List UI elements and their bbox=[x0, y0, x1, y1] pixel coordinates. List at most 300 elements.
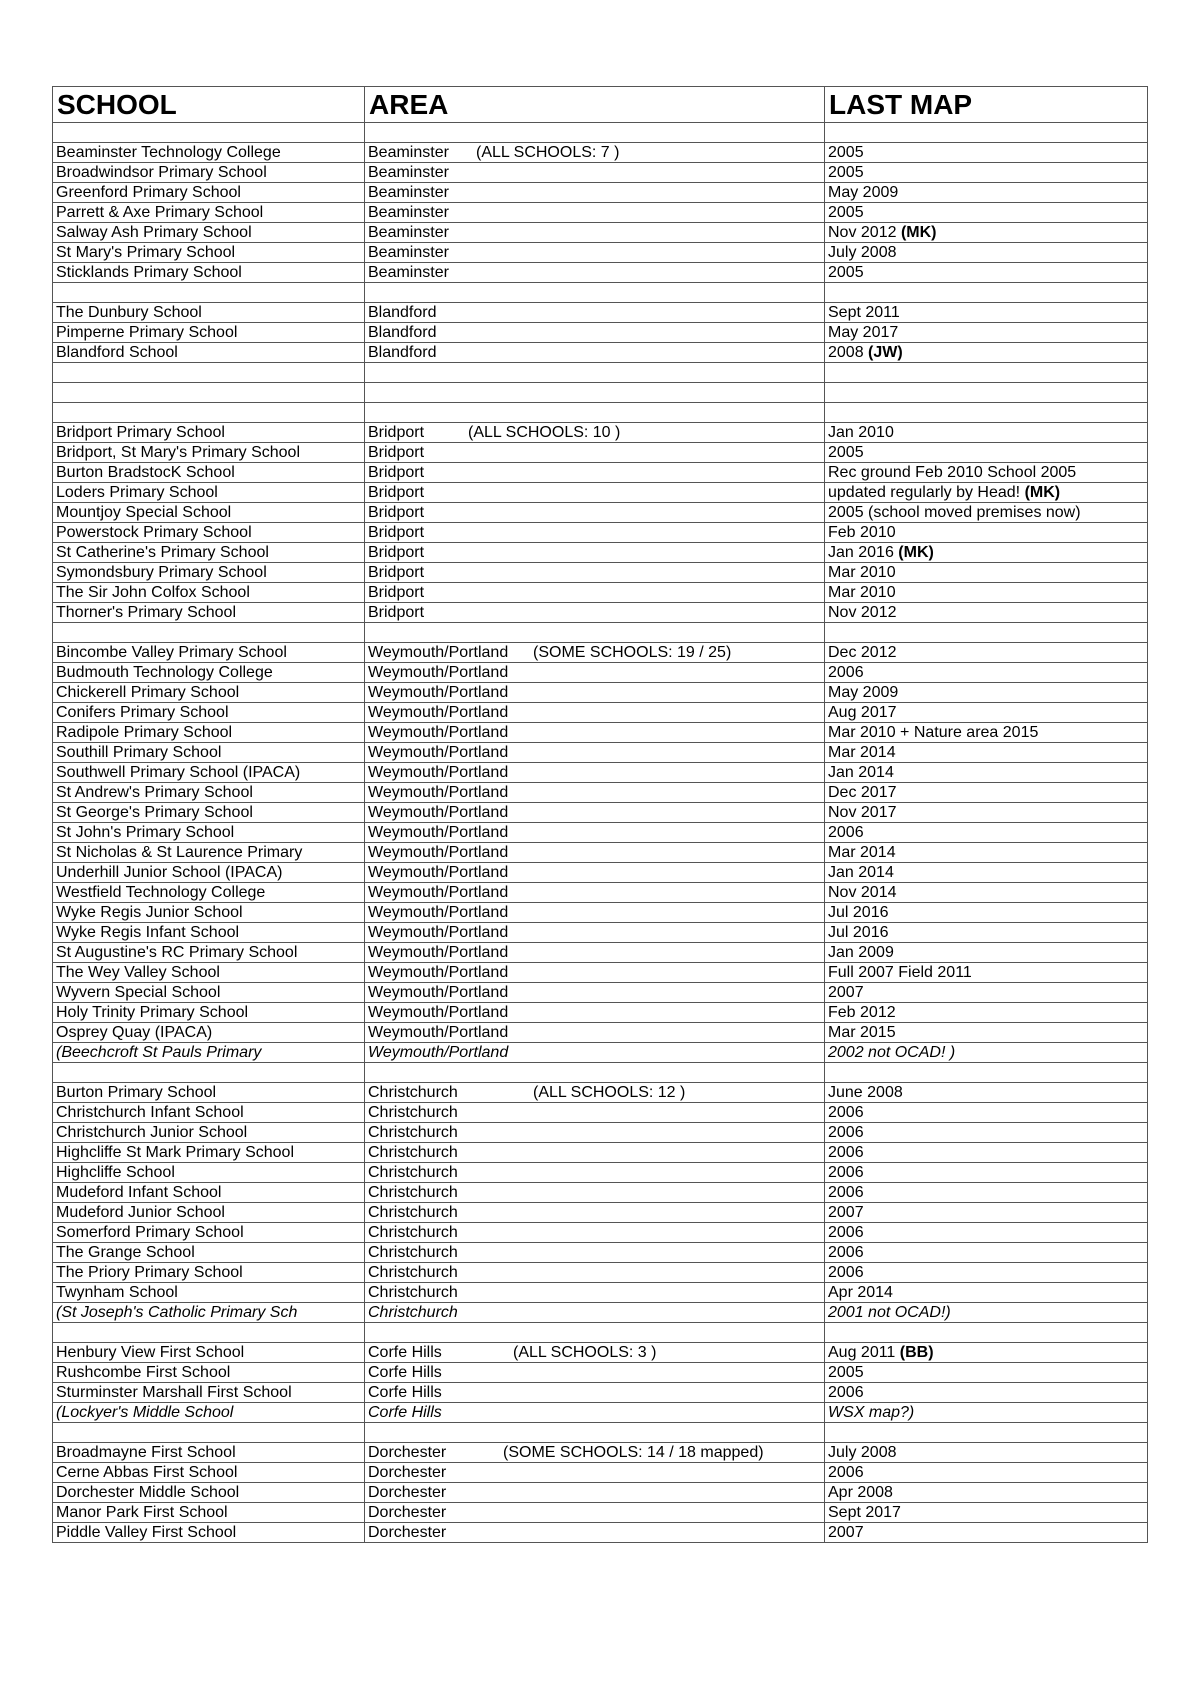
area-name: Bridport bbox=[368, 424, 425, 441]
last-map-cell: 2007 bbox=[825, 1203, 1148, 1223]
last-map-cell: Jul 2016 bbox=[825, 903, 1148, 923]
last-map-date: updated regularly by Head! bbox=[828, 484, 1025, 501]
table-row bbox=[53, 143, 1148, 163]
last-map-cell: Apr 2008 bbox=[825, 1483, 1148, 1503]
school-cell: St George's Primary School bbox=[53, 803, 365, 823]
table-row bbox=[53, 303, 1148, 323]
school-cell: Highcliffe School bbox=[53, 1163, 365, 1183]
last-map-cell: 2001 not OCAD!) bbox=[825, 1303, 1148, 1323]
school-cell: Sturminster Marshall First School bbox=[53, 1383, 365, 1403]
table-row bbox=[53, 263, 1148, 283]
last-map-cell: 2005 bbox=[825, 263, 1148, 283]
school-cell: St Augustine's RC Primary School bbox=[53, 943, 365, 963]
school-cell: Powerstock Primary School bbox=[53, 523, 365, 543]
school-cell: Osprey Quay (IPACA) bbox=[53, 1023, 365, 1043]
area-cell bbox=[365, 143, 825, 163]
school-cell: Broadmayne First School bbox=[53, 1443, 365, 1463]
school-cell bbox=[53, 1323, 365, 1343]
area-cell: Bridport bbox=[365, 443, 825, 463]
last-map-cell bbox=[825, 283, 1148, 303]
school-cell: Wyke Regis Infant School bbox=[53, 923, 365, 943]
last-map-cell: Mar 2010 + Nature area 2015 bbox=[825, 723, 1148, 743]
school-cell: Wyke Regis Junior School bbox=[53, 903, 365, 923]
area-cell: Weymouth/Portland bbox=[365, 843, 825, 863]
school-cell: (Beechcroft St Pauls Primary bbox=[53, 1043, 365, 1063]
table-row bbox=[53, 983, 1148, 1003]
table-row bbox=[53, 283, 1148, 303]
table-row bbox=[53, 1323, 1148, 1343]
area-cell: Blandford bbox=[365, 343, 825, 363]
school-cell: St Catherine's Primary School bbox=[53, 543, 365, 563]
table-row bbox=[53, 243, 1148, 263]
area-cell: Weymouth/Portland bbox=[365, 1003, 825, 1023]
table-row bbox=[53, 1483, 1148, 1503]
table-row bbox=[53, 163, 1148, 183]
last-map-cell bbox=[825, 623, 1148, 643]
table-row bbox=[53, 523, 1148, 543]
school-cell: The Wey Valley School bbox=[53, 963, 365, 983]
school-cell: Greenford Primary School bbox=[53, 183, 365, 203]
area-cell bbox=[365, 1423, 825, 1443]
table-row bbox=[53, 1003, 1148, 1023]
area-cell: Bridport bbox=[365, 563, 825, 583]
last-map-cell: Sept 2011 bbox=[825, 303, 1148, 323]
area-cell: Beaminster bbox=[365, 243, 825, 263]
table-row bbox=[53, 683, 1148, 703]
last-map-cell: 2007 bbox=[825, 1523, 1148, 1543]
last-map-cell: 2006 bbox=[825, 823, 1148, 843]
school-cell: Southill Primary School bbox=[53, 743, 365, 763]
last-map-cell bbox=[825, 1423, 1148, 1443]
last-map-cell: Nov 2012 bbox=[825, 603, 1148, 623]
last-map-cell: Mar 2010 bbox=[825, 563, 1148, 583]
table-row bbox=[53, 723, 1148, 743]
table-row bbox=[53, 823, 1148, 843]
last-map-cell: 2002 not OCAD! ) bbox=[825, 1043, 1148, 1063]
last-map-cell: 2006 bbox=[825, 1223, 1148, 1243]
last-map-cell: Rec ground Feb 2010 School 2005 bbox=[825, 463, 1148, 483]
last-map-cell: Aug 2017 bbox=[825, 703, 1148, 723]
last-map-date: Jan 2016 bbox=[828, 544, 899, 561]
school-cell: Westfield Technology College bbox=[53, 883, 365, 903]
area-cell bbox=[365, 123, 825, 143]
school-cell bbox=[53, 363, 365, 383]
table-row bbox=[53, 1103, 1148, 1123]
last-map-cell: 2006 bbox=[825, 1183, 1148, 1203]
table-row bbox=[53, 123, 1148, 143]
last-map-cell: Jan 2014 bbox=[825, 763, 1148, 783]
last-map-cell: 2006 bbox=[825, 663, 1148, 683]
school-cell: Wyvern Special School bbox=[53, 983, 365, 1003]
table-row bbox=[53, 883, 1148, 903]
last-map-cell: 2005 (school moved premises now) bbox=[825, 503, 1148, 523]
school-cell: Mudeford Junior School bbox=[53, 1203, 365, 1223]
area-cell: Weymouth/Portland bbox=[365, 883, 825, 903]
area-cell: Weymouth/Portland bbox=[365, 823, 825, 843]
last-map-cell: 2006 bbox=[825, 1123, 1148, 1143]
area-cell bbox=[365, 283, 825, 303]
area-cell bbox=[365, 1443, 825, 1463]
area-cell: Weymouth/Portland bbox=[365, 903, 825, 923]
last-map-cell: 2005 bbox=[825, 143, 1148, 163]
table-row bbox=[53, 1383, 1148, 1403]
school-cell: Radipole Primary School bbox=[53, 723, 365, 743]
school-cell: Salway Ash Primary School bbox=[53, 223, 365, 243]
last-map-cell: July 2008 bbox=[825, 1443, 1148, 1463]
table-row bbox=[53, 603, 1148, 623]
school-cell: Henbury View First School bbox=[53, 1343, 365, 1363]
table-row bbox=[53, 963, 1148, 983]
last-map-cell: Nov 2017 bbox=[825, 803, 1148, 823]
area-cell bbox=[365, 1343, 825, 1363]
school-cell: (St Joseph's Catholic Primary Sch bbox=[53, 1303, 365, 1323]
table-row bbox=[53, 1523, 1148, 1543]
school-cell: Pimperne Primary School bbox=[53, 323, 365, 343]
table-row bbox=[53, 443, 1148, 463]
school-cell: Somerford Primary School bbox=[53, 1223, 365, 1243]
table-row bbox=[53, 223, 1148, 243]
area-cell: Christchurch bbox=[365, 1263, 825, 1283]
area-cell: Christchurch bbox=[365, 1143, 825, 1163]
area-cell: Blandford bbox=[365, 303, 825, 323]
last-map-cell: May 2009 bbox=[825, 183, 1148, 203]
table-row bbox=[53, 423, 1148, 443]
table-row bbox=[53, 203, 1148, 223]
table-row bbox=[53, 363, 1148, 383]
table-body bbox=[53, 123, 1148, 1543]
area-cell: Corfe Hills bbox=[365, 1363, 825, 1383]
table-row bbox=[53, 623, 1148, 643]
table-row bbox=[53, 323, 1148, 343]
mapper-initials: (MK) bbox=[900, 224, 937, 241]
area-cell: Corfe Hills bbox=[365, 1383, 825, 1403]
table-row bbox=[53, 783, 1148, 803]
school-cell: Holy Trinity Primary School bbox=[53, 1003, 365, 1023]
area-cell bbox=[365, 623, 825, 643]
area-cell: Weymouth/Portland bbox=[365, 703, 825, 723]
table-row bbox=[53, 183, 1148, 203]
school-cell: St Nicholas & St Laurence Primary bbox=[53, 843, 365, 863]
area-cell bbox=[365, 1323, 825, 1343]
table-row bbox=[53, 1303, 1148, 1323]
area-cell: Weymouth/Portland bbox=[365, 663, 825, 683]
area-name: Corfe Hills bbox=[368, 1344, 442, 1361]
area-cell: Christchurch bbox=[365, 1203, 825, 1223]
table-row bbox=[53, 383, 1148, 403]
area-name: Dorchester bbox=[368, 1444, 447, 1461]
last-map-cell: Dec 2017 bbox=[825, 783, 1148, 803]
area-cell: Christchurch bbox=[365, 1183, 825, 1203]
last-map-cell: 2005 bbox=[825, 1363, 1148, 1383]
table-row bbox=[53, 1203, 1148, 1223]
area-cell: Weymouth/Portland bbox=[365, 723, 825, 743]
area-group-note: (ALL SCHOOLS: 10 ) bbox=[468, 424, 621, 441]
school-cell: St Andrew's Primary School bbox=[53, 783, 365, 803]
table-row bbox=[53, 463, 1148, 483]
last-map-cell bbox=[825, 543, 1148, 563]
last-map-date: Nov 2012 bbox=[828, 224, 901, 241]
table-row bbox=[53, 863, 1148, 883]
school-cell: Burton BradstocK School bbox=[53, 463, 365, 483]
last-map-cell: WSX map?) bbox=[825, 1403, 1148, 1423]
table-row bbox=[53, 743, 1148, 763]
area-cell: Beaminster bbox=[365, 203, 825, 223]
school-cell: Broadwindsor Primary School bbox=[53, 163, 365, 183]
area-cell: Weymouth/Portland bbox=[365, 683, 825, 703]
area-cell: Weymouth/Portland bbox=[365, 923, 825, 943]
area-cell: Beaminster bbox=[365, 163, 825, 183]
last-map-cell bbox=[825, 1063, 1148, 1083]
area-group-note: (ALL SCHOOLS: 12 ) bbox=[533, 1084, 686, 1101]
last-map-cell: 2006 bbox=[825, 1263, 1148, 1283]
area-cell: Beaminster bbox=[365, 263, 825, 283]
school-cell: Burton Primary School bbox=[53, 1083, 365, 1103]
school-cell: The Sir John Colfox School bbox=[53, 583, 365, 603]
last-map-cell bbox=[825, 363, 1148, 383]
area-cell bbox=[365, 1083, 825, 1103]
table-row bbox=[53, 1023, 1148, 1043]
table-row bbox=[53, 1403, 1148, 1423]
area-cell: Bridport bbox=[365, 603, 825, 623]
table-row bbox=[53, 903, 1148, 923]
area-cell: Bridport bbox=[365, 483, 825, 503]
area-cell bbox=[365, 643, 825, 663]
area-cell bbox=[365, 363, 825, 383]
table-row bbox=[53, 1063, 1148, 1083]
mapper-initials: (MK) bbox=[1024, 484, 1061, 501]
last-map-cell: 2006 bbox=[825, 1143, 1148, 1163]
last-map-cell: 2006 bbox=[825, 1103, 1148, 1123]
last-map-cell: Apr 2014 bbox=[825, 1283, 1148, 1303]
area-cell: Bridport bbox=[365, 463, 825, 483]
school-cell bbox=[53, 283, 365, 303]
area-name: Beaminster bbox=[368, 144, 449, 161]
area-cell: Christchurch bbox=[365, 1123, 825, 1143]
last-map-cell: 2006 bbox=[825, 1163, 1148, 1183]
school-cell: The Grange School bbox=[53, 1243, 365, 1263]
last-map-cell: 2006 bbox=[825, 1383, 1148, 1403]
school-cell: St Mary's Primary School bbox=[53, 243, 365, 263]
area-cell: Bridport bbox=[365, 583, 825, 603]
area-cell: Weymouth/Portland bbox=[365, 1043, 825, 1063]
area-cell bbox=[365, 1063, 825, 1083]
area-cell: Weymouth/Portland bbox=[365, 783, 825, 803]
table-row bbox=[53, 1283, 1148, 1303]
area-cell: Bridport bbox=[365, 503, 825, 523]
school-cell bbox=[53, 403, 365, 423]
table-row bbox=[53, 483, 1148, 503]
table-row bbox=[53, 1183, 1148, 1203]
school-cell: Blandford School bbox=[53, 343, 365, 363]
school-cell: Christchurch Infant School bbox=[53, 1103, 365, 1123]
last-map-cell bbox=[825, 403, 1148, 423]
area-cell: Christchurch bbox=[365, 1283, 825, 1303]
last-map-cell: Jan 2009 bbox=[825, 943, 1148, 963]
school-cell: Piddle Valley First School bbox=[53, 1523, 365, 1543]
last-map-cell: Nov 2014 bbox=[825, 883, 1148, 903]
school-cell bbox=[53, 623, 365, 643]
area-cell: Christchurch bbox=[365, 1243, 825, 1263]
area-cell: Weymouth/Portland bbox=[365, 983, 825, 1003]
last-map-cell: Mar 2014 bbox=[825, 843, 1148, 863]
table-row bbox=[53, 943, 1148, 963]
school-cell: Bincombe Valley Primary School bbox=[53, 643, 365, 663]
school-cell: Highcliffe St Mark Primary School bbox=[53, 1143, 365, 1163]
school-cell bbox=[53, 383, 365, 403]
last-map-date: Aug 2011 bbox=[828, 1344, 900, 1361]
last-map-cell: Mar 2015 bbox=[825, 1023, 1148, 1043]
school-cell: Christchurch Junior School bbox=[53, 1123, 365, 1143]
last-map-cell: 2005 bbox=[825, 203, 1148, 223]
area-cell: Bridport bbox=[365, 543, 825, 563]
table-row bbox=[53, 843, 1148, 863]
school-column-header: SCHOOL bbox=[53, 87, 365, 123]
table-row bbox=[53, 803, 1148, 823]
table-row bbox=[53, 1163, 1148, 1183]
school-cell: Symondsbury Primary School bbox=[53, 563, 365, 583]
last-map-cell: Jul 2016 bbox=[825, 923, 1148, 943]
school-cell: Chickerell Primary School bbox=[53, 683, 365, 703]
area-cell: Weymouth/Portland bbox=[365, 1023, 825, 1043]
area-cell: Dorchester bbox=[365, 1523, 825, 1543]
last-map-cell: Jan 2014 bbox=[825, 863, 1148, 883]
table-row bbox=[53, 1043, 1148, 1063]
school-cell: Parrett & Axe Primary School bbox=[53, 203, 365, 223]
table-row bbox=[53, 923, 1148, 943]
area-cell: Christchurch bbox=[365, 1103, 825, 1123]
area-group-note: (SOME SCHOOLS: 14 / 18 mapped) bbox=[503, 1444, 764, 1461]
area-cell: Weymouth/Portland bbox=[365, 763, 825, 783]
table-row bbox=[53, 663, 1148, 683]
table-row bbox=[53, 643, 1148, 663]
table-row bbox=[53, 1363, 1148, 1383]
last-map-cell bbox=[825, 1343, 1148, 1363]
area-cell: Beaminster bbox=[365, 183, 825, 203]
school-cell: Mountjoy Special School bbox=[53, 503, 365, 523]
table-row bbox=[53, 1423, 1148, 1443]
area-cell: Weymouth/Portland bbox=[365, 963, 825, 983]
school-cell: Cerne Abbas First School bbox=[53, 1463, 365, 1483]
table-row bbox=[53, 563, 1148, 583]
table-row bbox=[53, 1223, 1148, 1243]
last-map-cell: Feb 2012 bbox=[825, 1003, 1148, 1023]
last-map-cell bbox=[825, 483, 1148, 503]
area-cell: Christchurch bbox=[365, 1303, 825, 1323]
table-row bbox=[53, 1503, 1148, 1523]
area-cell: Beaminster bbox=[365, 223, 825, 243]
area-cell bbox=[365, 423, 825, 443]
last-map-column-header: LAST MAP bbox=[825, 87, 1148, 123]
school-cell: Bridport, St Mary's Primary School bbox=[53, 443, 365, 463]
last-map-cell: May 2009 bbox=[825, 683, 1148, 703]
area-cell: Weymouth/Portland bbox=[365, 743, 825, 763]
last-map-cell bbox=[825, 223, 1148, 243]
area-cell bbox=[365, 403, 825, 423]
school-cell bbox=[53, 1063, 365, 1083]
last-map-cell bbox=[825, 1323, 1148, 1343]
school-cell: Rushcombe First School bbox=[53, 1363, 365, 1383]
area-cell: Christchurch bbox=[365, 1223, 825, 1243]
school-cell: Beaminster Technology College bbox=[53, 143, 365, 163]
area-group-note: (ALL SCHOOLS: 7 ) bbox=[476, 144, 620, 161]
school-cell: Bridport Primary School bbox=[53, 423, 365, 443]
school-cell: Thorner's Primary School bbox=[53, 603, 365, 623]
last-map-cell: July 2008 bbox=[825, 243, 1148, 263]
area-cell: Blandford bbox=[365, 323, 825, 343]
table-row bbox=[53, 503, 1148, 523]
school-cell: Dorchester Middle School bbox=[53, 1483, 365, 1503]
last-map-cell: 2007 bbox=[825, 983, 1148, 1003]
table-row bbox=[53, 1243, 1148, 1263]
school-cell bbox=[53, 123, 365, 143]
school-cell: Manor Park First School bbox=[53, 1503, 365, 1523]
last-map-cell: Dec 2012 bbox=[825, 643, 1148, 663]
table-row bbox=[53, 1263, 1148, 1283]
school-cell: Southwell Primary School (IPACA) bbox=[53, 763, 365, 783]
table-row bbox=[53, 1123, 1148, 1143]
last-map-cell: May 2017 bbox=[825, 323, 1148, 343]
last-map-cell: Feb 2010 bbox=[825, 523, 1148, 543]
header-row bbox=[53, 87, 1148, 123]
school-cell: Underhill Junior School (IPACA) bbox=[53, 863, 365, 883]
last-map-cell: 2006 bbox=[825, 1243, 1148, 1263]
school-cell: Loders Primary School bbox=[53, 483, 365, 503]
table-row bbox=[53, 343, 1148, 363]
school-cell bbox=[53, 1423, 365, 1443]
table-row bbox=[53, 403, 1148, 423]
table-row bbox=[53, 1343, 1148, 1363]
area-cell: Weymouth/Portland bbox=[365, 863, 825, 883]
mapper-initials: (BB) bbox=[899, 1344, 934, 1361]
school-cell: Budmouth Technology College bbox=[53, 663, 365, 683]
last-map-cell: 2005 bbox=[825, 443, 1148, 463]
area-cell: Weymouth/Portland bbox=[365, 943, 825, 963]
table-row bbox=[53, 583, 1148, 603]
area-cell: Weymouth/Portland bbox=[365, 803, 825, 823]
area-cell: Dorchester bbox=[365, 1503, 825, 1523]
last-map-cell: Mar 2010 bbox=[825, 583, 1148, 603]
area-column-header: AREA bbox=[365, 87, 825, 123]
area-group-note: (ALL SCHOOLS: 3 ) bbox=[513, 1344, 657, 1361]
area-cell: Dorchester bbox=[365, 1483, 825, 1503]
school-cell: Sticklands Primary School bbox=[53, 263, 365, 283]
school-cell: The Dunbury School bbox=[53, 303, 365, 323]
last-map-cell: Sept 2017 bbox=[825, 1503, 1148, 1523]
table-row bbox=[53, 1443, 1148, 1463]
table-row bbox=[53, 703, 1148, 723]
school-cell: St John's Primary School bbox=[53, 823, 365, 843]
last-map-cell bbox=[825, 123, 1148, 143]
last-map-cell: 2005 bbox=[825, 163, 1148, 183]
area-group-note: (SOME SCHOOLS: 19 / 25) bbox=[533, 644, 732, 661]
table-row bbox=[53, 1143, 1148, 1163]
school-cell: The Priory Primary School bbox=[53, 1263, 365, 1283]
school-cell: Twynham School bbox=[53, 1283, 365, 1303]
last-map-cell bbox=[825, 383, 1148, 403]
last-map-cell: Jan 2010 bbox=[825, 423, 1148, 443]
table-row bbox=[53, 543, 1148, 563]
school-cell: Conifers Primary School bbox=[53, 703, 365, 723]
mapper-initials: (MK) bbox=[898, 544, 934, 561]
table-row bbox=[53, 1463, 1148, 1483]
table-row bbox=[53, 763, 1148, 783]
area-cell: Corfe Hills bbox=[365, 1403, 825, 1423]
area-cell bbox=[365, 383, 825, 403]
last-map-cell: 2006 bbox=[825, 1463, 1148, 1483]
last-map-cell: Full 2007 Field 2011 bbox=[825, 963, 1148, 983]
schools-table bbox=[52, 86, 1148, 1543]
school-cell: Mudeford Infant School bbox=[53, 1183, 365, 1203]
